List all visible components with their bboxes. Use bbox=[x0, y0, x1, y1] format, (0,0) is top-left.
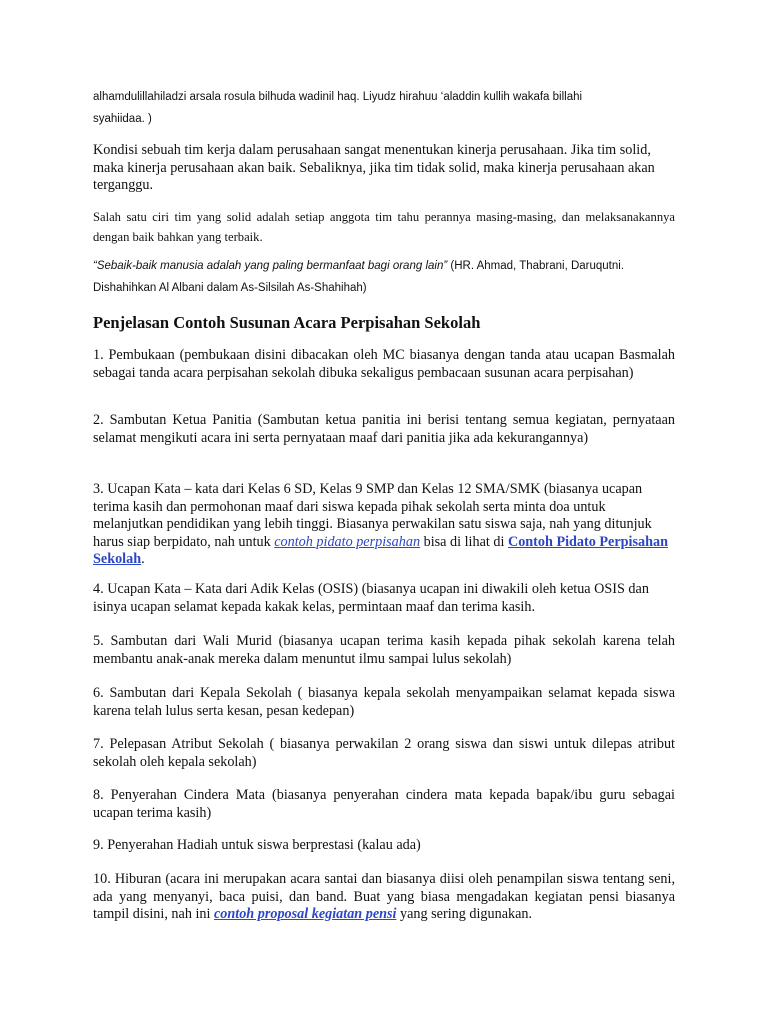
list-item-3-text: 3. Ucapan Kata – kata dari Kelas 6 SD, Kelas 9 SMP dan Kelas 12 SMA/SMK (biasanya ucapan terima kasih dan permohonan maaf dari siswa kepada pihak sekolah serta minta doa untuk melanjutkan pendidikan yang lebih tinggi. Biasanya perwakilan satu siswa saja, nah yang ditunjuk harus siap berpidato, nah untuk bbox=[93, 481, 652, 550]
list-item-3 bbox=[93, 481, 675, 569]
link-contoh-pidato-perpisahan-sekolah[interactable]: Contoh Pidato Perpisahan Sekolah bbox=[93, 533, 668, 567]
list-item-6: 6. Sambutan dari Kepala Sekolah ( biasanya kepala sekolah menyampaikan selamat kepada siswa karena telah lulus serta kesan, pesan kedepan) bbox=[93, 685, 675, 719]
section-heading: Penjelasan Contoh Susunan Acara Perpisahan Sekolah bbox=[93, 313, 481, 332]
list-item-2: 2. Sambutan Ketua Panitia (Sambutan ketua panitia ini berisi tentang semua kegiatan, pernyataan selamat mengikuti acara ini serta pernyataan maaf dari panitia jika ada kekurangannya) bbox=[93, 412, 675, 446]
intro-arabic bbox=[93, 86, 675, 130]
list-item-8: 8. Penyerahan Cindera Mata (biasanya penyerahan cindera mata kepada bapak/ibu guru sebagai ucapan terima kasih) bbox=[93, 787, 675, 821]
list-item-9: 9. Penyerahan Hadiah untuk siswa berprestasi (kalau ada) bbox=[93, 837, 421, 853]
list-item-4: 4. Ucapan Kata – Kata dari Adik Kelas (OSIS) (biasanya ucapan ini diwakili oleh ketua OSIS dan isinya ucapan selamat kepada kakak kelas, permintaan maaf dan terima kasih. bbox=[93, 581, 649, 615]
list-item-10 bbox=[93, 871, 675, 924]
hadith-quote bbox=[93, 255, 675, 299]
list-item-1: 1. Pembukaan (pembukaan disini dibacakan oleh MC biasanya dengan tanda atau ucapan Basmalah sebagai tanda acara perpisahan sekolah dibuka sekaligus pembacaan susunan acara perpisahan) bbox=[93, 347, 675, 381]
link-contoh-pidato-perpisahan[interactable]: contoh pidato perpisahan bbox=[274, 533, 421, 550]
quote-source: (HR. Ahmad, Thabrani, Daruqutni. Dishahihkan Al Albani dalam As-Silsilah As-Shahihah) bbox=[93, 260, 625, 294]
link-contoh-proposal-kegiatan-pensi[interactable]: contoh proposal kegiatan pensi bbox=[213, 906, 397, 922]
list-item-7: 7. Pelepasan Atribut Sekolah ( biasanya perwakilan 2 orang siswa dan siswi untuk dilepas atribut sekolah oleh kepala sekolah) bbox=[93, 736, 675, 770]
intro-arabic-line1: alhamdulillahiladzi arsala rosula bilhuda wadinil haq. Liyudz hirahuu ‘aladdin kullih wakafa billahi bbox=[93, 91, 583, 103]
paragraph-kondisi: Kondisi sebuah tim kerja dalam perusahaan sangat menentukan kinerja perusahaan. Jika tim solid, maka kinerja perusahaan akan baik. Sebaliknya, jika tim tidak solid, maka kinerja perusahaan akan terganggu. bbox=[93, 142, 655, 193]
list-item-5: 5. Sambutan dari Wali Murid (biasanya ucapan terima kasih kepada pihak sekolah karena telah membantu anak-anak mereka dalam menuntut ilmu sampai lulus sekolah) bbox=[93, 633, 675, 667]
intro-arabic-line2: syahiidaa. ) bbox=[93, 113, 152, 125]
list-item-10-end: yang sering digunakan. bbox=[396, 906, 533, 922]
paragraph-ciri: Salah satu ciri tim yang solid adalah setiap anggota tim tahu perannya masing-masing, dan melaksanakannya dengan baik bahkan yang terbaik. bbox=[93, 210, 675, 244]
list-item-3-end: . bbox=[141, 551, 145, 567]
list-item-10-text: 10. Hiburan (acara ini merupakan acara santai dan biasanya diisi oleh penampilan siswa tentang seni, ada yang menyanyi, baca puisi, dan band. Buat yang biasa mengadakan kegiatan pensi biasanya tampil disini, nah ini bbox=[93, 871, 675, 922]
quote-text: “Sebaik-baik manusia adalah yang paling bermanfaat bagi orang lain” bbox=[93, 260, 448, 272]
list-item-3-mid: bisa di lihat di bbox=[420, 533, 508, 550]
